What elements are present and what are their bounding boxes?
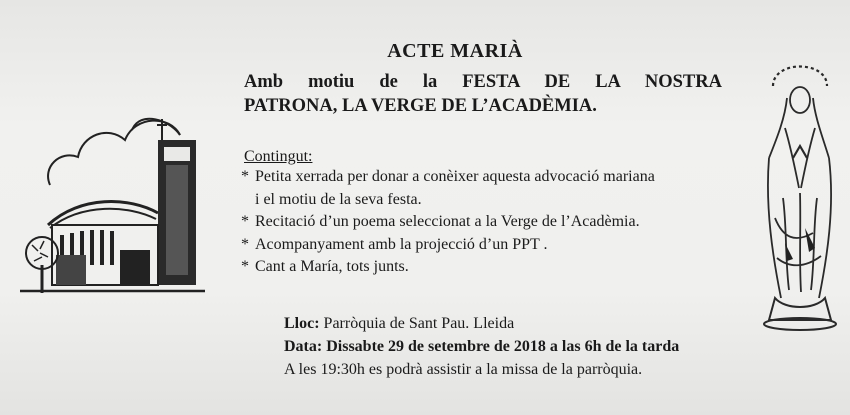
- list-item: [241, 166, 711, 211]
- contingut-list: [241, 166, 711, 279]
- list-item-text-cont: i el motiu de la seva festa.: [255, 190, 422, 208]
- date-value: Dissabte 29 de setembre de 2018 a las 6h de la tarda: [326, 338, 680, 355]
- event-details: [284, 312, 679, 381]
- location-label: Lloc:: [284, 315, 320, 332]
- list-item: [241, 234, 711, 257]
- list-item-text: Acompanyament amb la projecció d’un PPT .: [255, 235, 548, 253]
- virgin-statue-illustration: [755, 58, 845, 348]
- list-item: [241, 211, 711, 234]
- list-item-text: Cant a María, tots junts.: [255, 258, 409, 275]
- subtitle-line-1: Amb motiu de la FESTA DE LA NOSTRA: [244, 72, 722, 92]
- mass-note: A les 19:30h es podrà assistir a la missa de la parròquia.: [284, 361, 643, 378]
- bullet: *: [241, 213, 249, 230]
- bullet: *: [241, 258, 249, 275]
- bullet: *: [241, 168, 249, 185]
- contingut-heading: Contingut:: [244, 148, 313, 165]
- subtitle-line-2: PATRONA, LA VERGE DE L’ACADÈMIA.: [244, 96, 597, 116]
- location-line: [284, 312, 679, 335]
- flyer-title: ACTE MARIÀ: [387, 40, 523, 62]
- bullet: *: [241, 235, 249, 253]
- date-line: [284, 335, 679, 358]
- church-illustration: [20, 95, 210, 300]
- list-item: [241, 256, 711, 279]
- location-value: Parròquia de Sant Pau. Lleida: [323, 315, 515, 332]
- list-item-text: Recitació d’un poema seleccionat a la Verge de l’Acadèmia.: [255, 213, 640, 230]
- date-label: Data:: [284, 338, 323, 355]
- list-item-text: Petita xerrada per donar a conèixer aquesta advocació mariana: [255, 168, 655, 185]
